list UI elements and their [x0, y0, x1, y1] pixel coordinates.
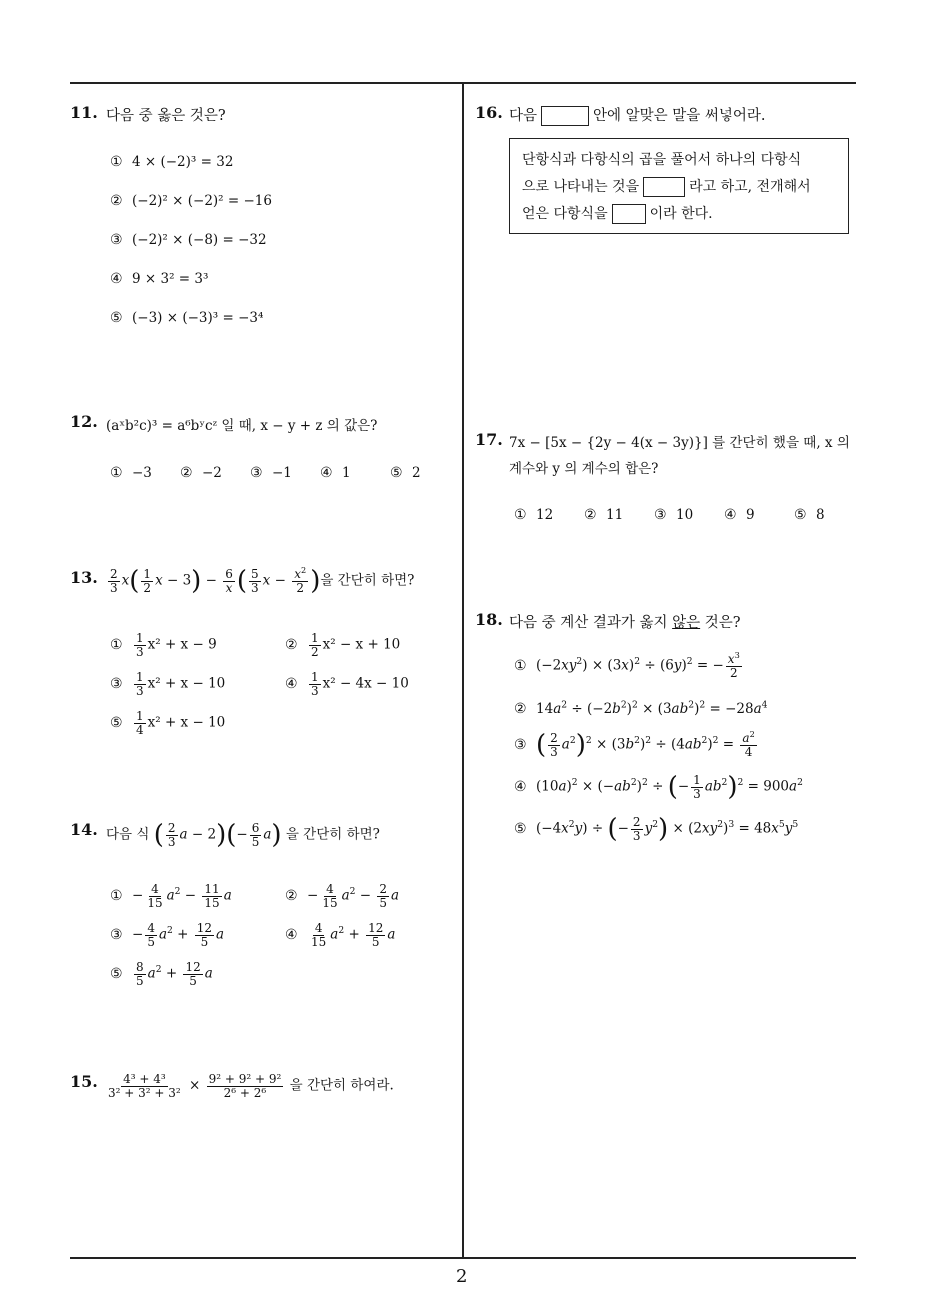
option-mark: ④ — [514, 778, 527, 795]
option-mark: ④ — [285, 926, 298, 943]
option-1[interactable] — [110, 465, 152, 481]
answer-blank[interactable] — [612, 204, 646, 224]
option-4[interactable]: ④ $\frac{4}{15}$ $a^2$ + $\frac{12}{5}$ a — [285, 921, 396, 949]
definition-box — [509, 138, 849, 234]
option-1[interactable]: ① $(-2xy^2) \times (3x)^2 \div (6y)^2$ = − $\frac{x^3}{2}$ — [514, 650, 740, 680]
option-mark: ② — [180, 465, 193, 481]
option-2[interactable] — [285, 632, 400, 658]
option-text: x² − 4x − 10 — [322, 675, 409, 692]
option-1[interactable] — [110, 632, 217, 658]
option-text: 11 — [606, 507, 624, 523]
option-3[interactable] — [654, 507, 693, 523]
option-text: −3 — [132, 465, 152, 481]
frac-numerator: 1 — [136, 670, 144, 684]
option-4[interactable]: ④ $(10a)^2 \times (-ab^2)^2$ ÷ (− $\frac{1}{3}$ $ab^2)^2 = 900a^2$ — [514, 772, 803, 802]
option-2[interactable] — [110, 193, 272, 209]
option-mark: ⑤ — [390, 465, 403, 481]
option-text: x² + x − 10 — [147, 714, 226, 731]
question-number: 11. — [70, 103, 98, 122]
option-text: −1 — [272, 465, 292, 481]
option-5[interactable] — [390, 465, 421, 481]
bottom-rule — [70, 1257, 856, 1259]
option-4[interactable] — [724, 507, 755, 523]
question-stem: $\frac{2}{3}$ x( $\frac{1}{2}$ x − 3) − $\frac{6}{x}$ ( $\frac{5}{3}$ x − $\frac{x^2}{2}$ )을 간단히 하면? — [110, 564, 415, 596]
box-line: 단항식과 다항식의 곱을 풀어서 하나의 다항식 — [522, 152, 802, 168]
frac-numerator: 1 — [311, 631, 319, 645]
frac-denominator: 3 — [136, 683, 144, 698]
stem-math: (aˣb²c)³ = a⁶bʸcᶻ — [106, 418, 218, 434]
option-mark: ④ — [110, 271, 123, 287]
option-mark: ③ — [514, 736, 527, 753]
option-mark: ⑤ — [514, 820, 527, 837]
option-text: 9 — [746, 507, 755, 523]
option-text: x² + x − 9 — [147, 636, 217, 653]
option-4[interactable] — [110, 271, 208, 287]
stem-math: 7x − [5x − {2y − 4(x − 3y)}] — [509, 435, 708, 451]
stem-emphasis: 않은 — [672, 615, 701, 631]
option-4[interactable] — [285, 671, 409, 697]
option-5[interactable] — [110, 310, 263, 326]
question-stem — [509, 104, 766, 126]
option-5[interactable] — [110, 710, 225, 736]
option-text: 8 — [816, 507, 825, 523]
option-mark: ⑤ — [110, 714, 123, 731]
frac-numerator: 1 — [136, 709, 144, 723]
option-mark: ⑤ — [110, 965, 123, 982]
option-text: 10 — [676, 507, 694, 523]
option-3[interactable]: ③ ( $\frac{2}{3}$ $a^2)^2 \times (3b^2)^2 \div (4ab^2)^2$ = $\frac{a^2}{4}$ — [514, 728, 755, 760]
option-text: 9 × 3² = 3³ — [132, 271, 209, 287]
option-mark: ① — [110, 154, 123, 170]
option-3[interactable] — [250, 465, 292, 481]
option-mark: ④ — [285, 675, 298, 692]
box-text: 얻은 다항식을 — [522, 206, 608, 222]
option-3[interactable] — [110, 232, 267, 248]
option-mark: ② — [514, 701, 527, 717]
option-mark: ④ — [724, 507, 737, 523]
answer-blank[interactable] — [541, 106, 589, 126]
stem-pre: 다음 식 — [106, 826, 150, 843]
stem-text: 일 때, x − y + z 의 값은? — [221, 418, 378, 434]
option-mark: ① — [110, 887, 123, 904]
option-mark: ③ — [110, 926, 123, 943]
option-text: x² + x − 10 — [147, 675, 226, 692]
frac-denominator: 2⁶ + 2⁶ — [223, 1085, 267, 1100]
question-stem — [509, 431, 850, 451]
question-number: 12. — [70, 412, 98, 431]
option-5[interactable]: ⑤ $(-4x^2y)$ ÷ (− $\frac{2}{3}$ $y^2) \times (2xy^2)^3 = 48x^5y^5$ — [514, 814, 799, 844]
frac-numerator: 1 — [311, 670, 319, 684]
frac-denominator: 3 — [311, 683, 319, 698]
question-number: 15. — [70, 1072, 98, 1091]
option-text: (−2)² × (−8) = −32 — [132, 232, 267, 248]
box-line — [522, 174, 836, 201]
stem-post: 안에 알맞은 말을 써넣어라. — [593, 108, 766, 124]
option-1[interactable] — [110, 154, 233, 170]
question-stem: 다음 식 ( $\frac{2}{3}$ a − 2)(− $\frac{6}{5}$ a) 을 간단히 하면? — [106, 820, 380, 850]
question-stem: 다음 중 옳은 것은? — [106, 108, 226, 124]
option-text: 4 × (−2)³ = 32 — [132, 154, 234, 170]
option-mark: ③ — [110, 232, 123, 248]
stem-text: 을 간단히 하면? — [320, 572, 415, 589]
stem-text: 를 간단히 했을 때, x 의 — [712, 435, 850, 451]
option-text: (−2)² × (−2)² = −16 — [132, 193, 272, 209]
frac-numerator: 1 — [136, 631, 144, 645]
option-5[interactable]: ⑤ $\frac{8}{5}$ $a^2$ + $\frac{12}{5}$ a — [110, 960, 213, 988]
question-number: 17. — [475, 430, 503, 449]
option-mark: ① — [514, 507, 527, 523]
question-stem: $\frac{\text{4³ + 4³}}{\text{3² + 3² + 3²}}$ × $\frac{\text{9² + 9² + 9²}}{\text{2⁶ + 2⁶}}$ 을 간단히 하여라. — [108, 1072, 394, 1100]
box-text: 으로 나타내는 것을 — [522, 179, 640, 195]
frac-denominator: 4 — [136, 722, 144, 737]
box-line — [522, 201, 836, 228]
stem-pre: 다음 — [509, 108, 538, 124]
option-mark: ① — [110, 465, 123, 481]
option-text: (−3) × (−3)³ = −3⁴ — [132, 310, 264, 326]
question-number: 13. — [70, 568, 98, 587]
option-mark: ② — [285, 887, 298, 904]
stem-text: 것은? — [704, 615, 741, 631]
box-text: 라고 하고, 전개해서 — [689, 179, 811, 195]
question-stem-line2: 계수와 y 의 계수의 합은? — [509, 461, 659, 477]
option-text: 1 — [342, 465, 351, 481]
option-mark: ③ — [654, 507, 667, 523]
option-mark: ② — [584, 507, 597, 523]
question-number: 16. — [475, 103, 503, 122]
stem-text: 을 간단히 하여라. — [289, 1077, 394, 1094]
option-text: −2 — [202, 465, 222, 481]
frac-denominator: 3² + 3² + 3² — [108, 1085, 181, 1100]
frac-numerator: 9² + 9² + 9² — [208, 1072, 282, 1086]
option-mark: ① — [110, 636, 123, 653]
option-mark: ⑤ — [794, 507, 807, 523]
option-mark: ③ — [250, 465, 263, 481]
option-2[interactable] — [180, 465, 222, 481]
option-4[interactable] — [320, 465, 351, 481]
option-3[interactable]: ③ − $\frac{4}{5}$ $a^2$ + $\frac{12}{5}$ a — [110, 921, 225, 949]
option-mark: ⑤ — [110, 310, 123, 326]
option-mark: ③ — [110, 675, 123, 692]
option-2[interactable]: ② $14a^2 \div (-2b^2)^2 \times (3ab^2)^2 = -28a^4$ — [514, 699, 768, 717]
option-1[interactable]: ① − $\frac{4}{15}$ $a^2$ − $\frac{11}{15}$ a — [110, 882, 232, 910]
option-mark: ① — [514, 657, 527, 674]
option-2[interactable] — [584, 507, 623, 523]
option-mark: ② — [285, 636, 298, 653]
stem-text: 다음 중 계산 결과가 옳지 — [509, 615, 668, 631]
box-text: 이라 한다. — [649, 206, 713, 222]
question-stem — [509, 611, 741, 632]
option-2[interactable]: ② − $\frac{4}{15}$ $a^2$ − $\frac{2}{5}$ a — [285, 882, 400, 910]
option-mark: ④ — [320, 465, 333, 481]
column-divider — [462, 83, 464, 1258]
option-3[interactable] — [110, 671, 225, 697]
option-5[interactable] — [794, 507, 825, 523]
question-number: 14. — [70, 820, 98, 839]
page-number: 2 — [456, 1266, 468, 1287]
option-mark: ② — [110, 193, 123, 209]
option-text: 2 — [412, 465, 421, 481]
answer-blank[interactable] — [643, 177, 685, 197]
frac-denominator: 2 — [311, 644, 319, 659]
option-text: 12 — [536, 507, 554, 523]
question-number: 18. — [475, 610, 503, 629]
option-text: x² − x + 10 — [322, 636, 401, 653]
stem-text: 을 간단히 하면? — [285, 826, 380, 843]
option-1[interactable] — [514, 507, 553, 523]
question-stem — [106, 414, 377, 434]
frac-numerator: 4³ + 4³ — [123, 1072, 166, 1086]
frac-denominator: 3 — [136, 644, 144, 659]
